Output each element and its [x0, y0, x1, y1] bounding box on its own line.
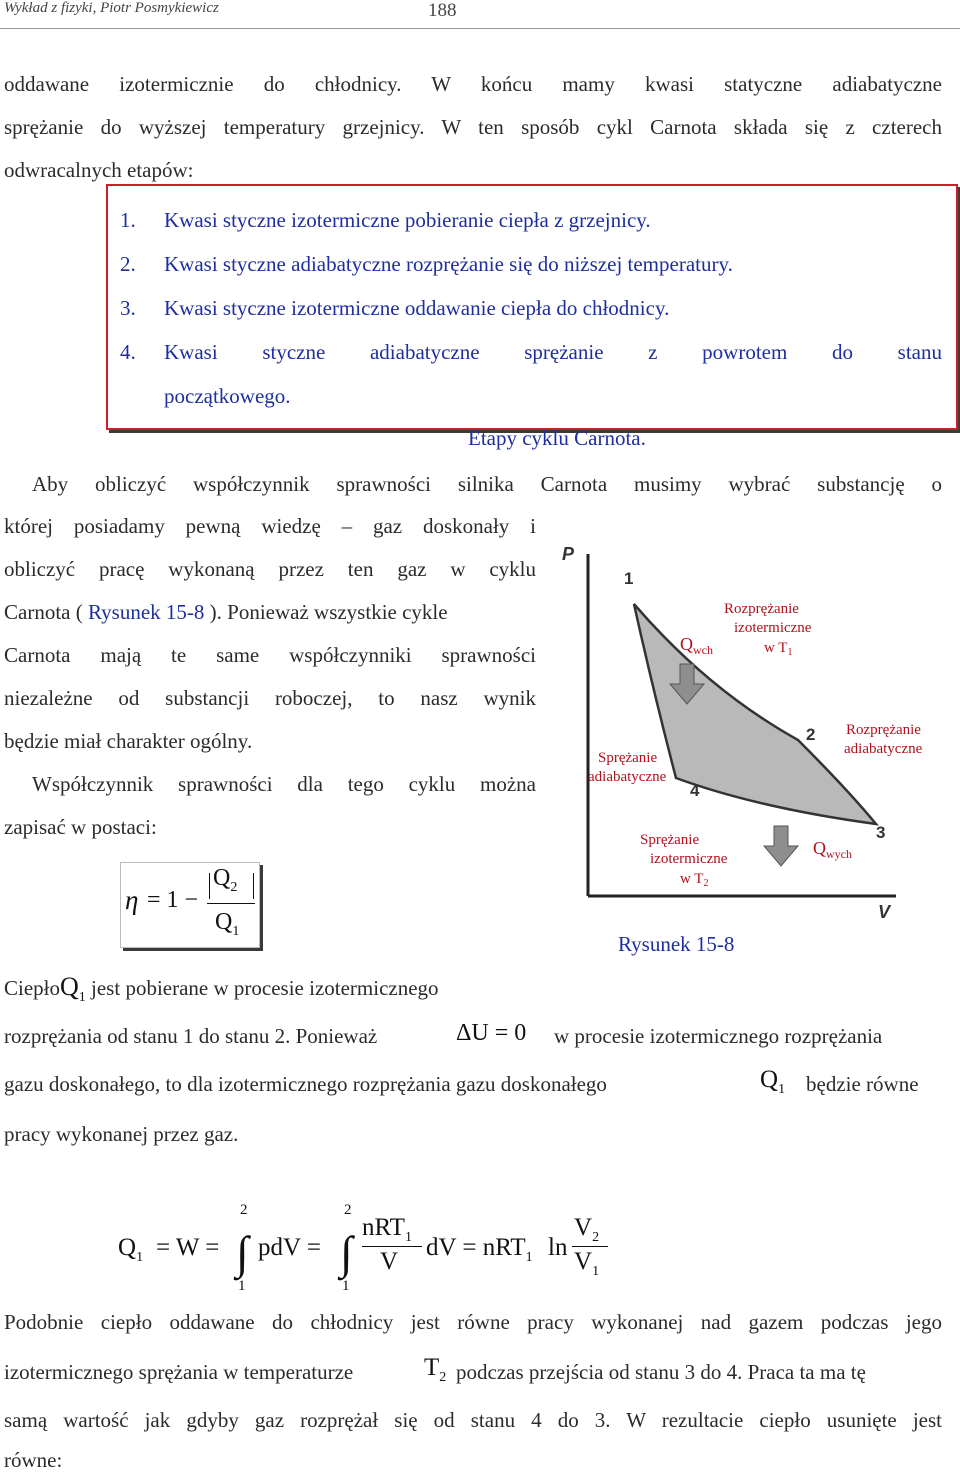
label-iso-exp-2: izotermiczne [734, 620, 812, 636]
denominator: $Q_1$ [215, 909, 240, 939]
body1-line-7: będzie miał charakter ogólny. [4, 729, 253, 753]
label-iso-exp-1: Rozprężanie [724, 601, 799, 617]
body2-line-4: pracy wykonanej przez gaz. [4, 1122, 239, 1146]
step-text: Kwasi styczne adiabatyczne rozprężanie się do niższej temperatury. [164, 252, 733, 276]
body3-line-4: równe: [4, 1448, 63, 1472]
eta-equals: = 1 − [147, 887, 199, 913]
q-in-label: $Q_{wch}$ [680, 634, 713, 657]
step-3 [120, 296, 669, 321]
step-4-continuation: początkowego. [164, 384, 291, 408]
label-iso-comp-2: izotermiczne [650, 851, 728, 867]
header-divider [0, 28, 960, 29]
step-number: 3. [120, 296, 136, 320]
label-adi-comp-1: Sprężanie [598, 750, 658, 766]
body1-line-8: Współczynnik sprawności dla tego cyklu można [32, 772, 536, 796]
label-iso-comp-1: Sprężanie [640, 832, 700, 848]
body2-line-2-start: rozprężania od stanu 1 do stanu 2. Ponieważ [4, 1024, 378, 1048]
delta-u-formula: ΔU = 0 [456, 1020, 527, 1046]
body1-line-2: której posiadamy pewną wiedzę – gaz doskonały i [4, 514, 536, 538]
step-number: 1. [120, 208, 136, 232]
axis-p-label: P [562, 544, 575, 564]
intro-line-2: sprężanie do wyższej temperatury grzejnicy. W ten sposób cykl Carnota składa się z czterech [4, 115, 942, 139]
step-1 [120, 208, 651, 233]
body1-line-4 [4, 600, 536, 625]
body1-line-3: obliczyć pracę wykonaną przez ten gaz w cyklu [4, 557, 536, 581]
step-2 [120, 252, 733, 277]
intro-line-1: oddawane izotermicznie do chłodnicy. W końcu mamy kwasi statyczne adiabatyczne [4, 72, 942, 96]
eta-symbol: η [125, 885, 139, 915]
step-4 [120, 340, 946, 365]
body3-line-2-end: podczas przejścia od stanu 3 do 4. Praca ta ma tę [456, 1360, 866, 1384]
t2-symbol: $T_2$ [424, 1354, 447, 1385]
label-iso-comp-3: w $T_2$ [680, 871, 709, 889]
label-adi-comp-2: adiabatyczne [588, 769, 667, 785]
step-text: Kwasi styczne adiabatyczne sprężanie z powrotem do stanu [164, 340, 942, 364]
state-4-label: 4 [690, 781, 700, 800]
body1-line-6: niezależne od substancji roboczej, to nasz wynik [4, 686, 536, 710]
q1-work-formula: $Q_1$ = W = ∫ 2 1 pdV = ∫ 2 1 nRT$_1$ V dV = nRT$_1$ ln $V_2$ $V_1$ [118, 1196, 618, 1306]
state-1-label: 1 [624, 569, 634, 588]
q1-symbol-2: $Q_1$ [760, 1066, 786, 1097]
body3-line-2-start: izotermicznego sprężania w temperaturze [4, 1360, 354, 1384]
heat-out-arrow [764, 826, 798, 866]
efficiency-formula [120, 862, 260, 948]
body1-line-4-end: ). Ponieważ wszystkie cykle [204, 600, 448, 624]
intro-line-3: odwracalnych etapów: [4, 158, 194, 182]
body3-line-3: samą wartość jak gdyby gaz rozprężał się od stanu 4 do 3. W rezultacie ciepło usunięte jest [4, 1408, 942, 1432]
body2-line-2-end: w procesie izotermicznego rozprężania [554, 1024, 883, 1048]
page-number: 188 [428, 0, 457, 21]
state-2-label: 2 [806, 725, 816, 744]
body2-line-3-end: będzie równe [806, 1072, 919, 1096]
body1-line-1: Aby obliczyć współczynnik sprawności silnika Carnota musimy wybrać substancję o [32, 472, 942, 496]
carnot-steps-box [106, 184, 958, 430]
state-3-label: 3 [876, 823, 886, 842]
step-text: Kwasi styczne izotermiczne oddawanie ciepła do chłodnicy. [164, 296, 670, 320]
label-adi-exp-2: adiabatyczne [844, 741, 923, 757]
q-out-label: $Q_{wych}$ [813, 838, 852, 861]
body3-line-1: Podobnie ciepło oddawane do chłodnicy jest równe pracy wykonanej nad gazem podczas jego [4, 1310, 942, 1334]
label-iso-exp-3: w $T_1$ [764, 640, 793, 658]
header-author: Wykład z fizyki, Piotr Posmykiewicz [4, 0, 219, 16]
q1-symbol: $Q_1$ [60, 972, 86, 1006]
body1-line-9: zapisać w postaci: [4, 815, 157, 839]
body1-line-5: Carnota mają te same współczynniki sprawności [4, 643, 536, 667]
step-text: Kwasi styczne izotermiczne pobieranie ciepła z grzejnicy. [164, 208, 651, 232]
numerator: $Q_2$ [213, 865, 238, 895]
figure-caption: Rysunek 15-8 [618, 932, 735, 956]
carnot-pv-diagram [558, 540, 960, 924]
body2-line-1: CiepłoQ$_1$ jest pobierane w procesie izotermicznego [4, 972, 439, 1006]
step-number: 2. [120, 252, 136, 276]
figure-link[interactable]: Rysunek 15-8 [87, 600, 205, 624]
carnot-cycle-area [634, 604, 876, 824]
axis-v-label: V [878, 902, 891, 922]
label-adi-exp-1: Rozprężanie [846, 722, 921, 738]
body2-line-3-start: gazu doskonałego, to dla izotermicznego rozprężania gazu doskonałego [4, 1072, 607, 1096]
steps-caption: Etapy cyklu Carnota. [468, 426, 646, 450]
step-number: 4. [120, 340, 136, 364]
body1-line-4-start: Carnota ( [4, 600, 88, 624]
